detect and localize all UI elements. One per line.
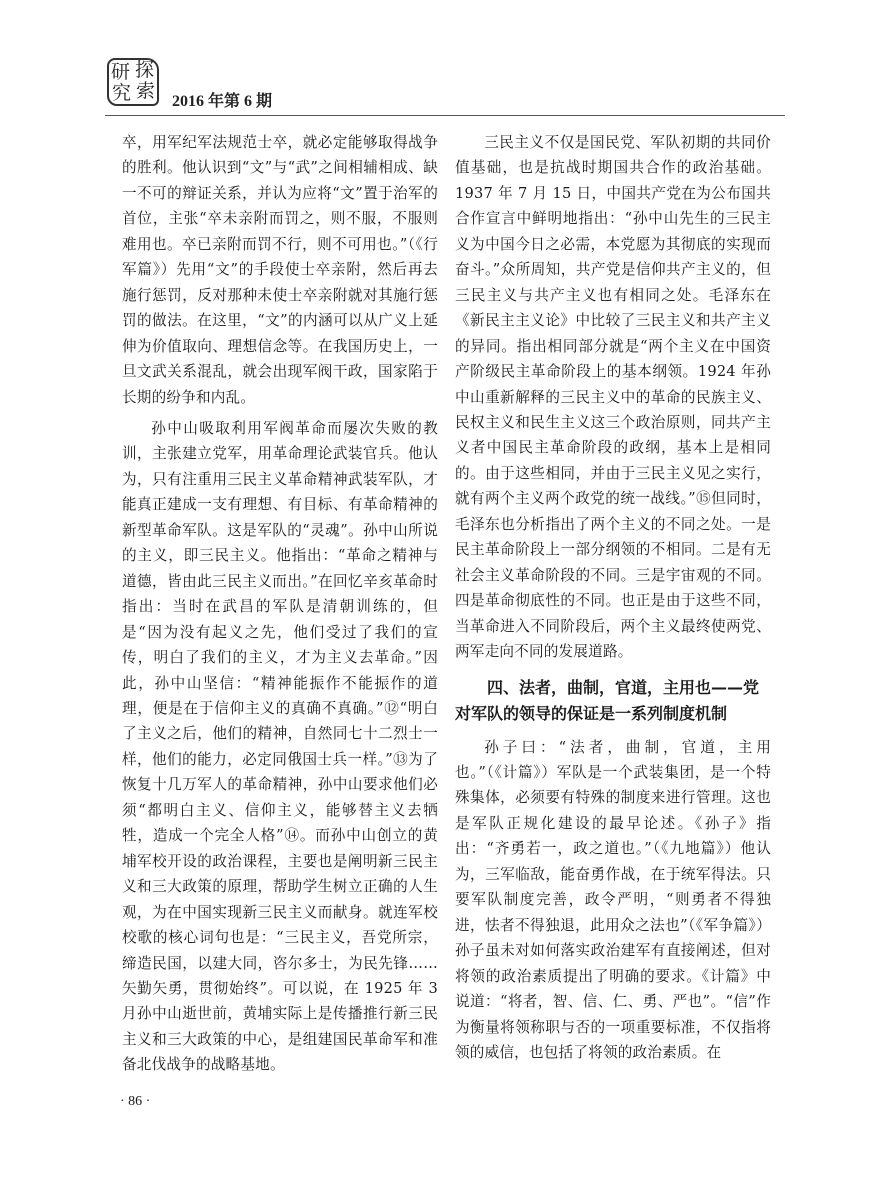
journal-logo [107,58,159,106]
page-number: · 86 · [120,1094,151,1109]
logo-char: 究 [112,82,132,104]
body-paragraph: 卒，用军纪军法规范士卒，就必定能够取得战争的胜利。他认识到“文”与“武”之间相辅相成、缺一不可的辩证关系，并认为应将“文”置于治军的首位，主张“卒未亲附而罚之，则不服，不服则难用也。卒已亲附而罚不行，则不可用也。”（《行军篇》）先用“文”的手段使士卒亲附，然后再去施行惩罚，反对那种未使士卒亲附就对其施行惩罚的做法。在这里，“文”的内涵可以从广义上延伸为价值取向、理想信念等。在我国历史上，一旦文武关系混乱，就会出现军阀干政，国家陷于长期的纷争和内乱。 [122,134,438,406]
issue-label: 2016 年第 6 期 [172,93,273,110]
logo-char: 研 [111,61,131,83]
body-paragraph: 孙子曰：“法者，曲制，官道，主用也。”（《计篇》）军队是一个武装集团，是一个特殊集体，必须要有特殊的制度来进行管理。这也是军队正规化建设的最早论述。《孙子》指出：“齐勇若一，政之道也。”（《九地篇》）他认为，三军临敌，能奋勇作战，在于统军得法。只要军队制度完善，政令严明，“则勇者不得独进，怯者不得独退，此用众之法也”（《军争篇》）孙子虽未对如何落实政治建军有直接阐述，但对将领的政治素质提出了明确的要求。《计篇》中说道：“将者，智、信、仁、勇、严也”。“信”作为衡量将领称职与否的一项重要标准，不仅指将领的威信，也包括了将领的政治素质。在 [455,738,771,1061]
logo-char: 探 [135,59,155,81]
logo-char: 索 [136,80,156,102]
header-rule [105,115,785,116]
body-paragraph: 三民主义不仅是国民党、军队初期的共同价值基础，也是抗战时期国共合作的政治基础。1937 年 7 月 15 日，中国共产党在为公布国共合作宣言中鲜明地指出：“孙中山先生的三民主义为中国今日之必需，本党愿为其彻底的实现而奋斗。”众所周知，共产党是信仰共产主义的，但三民主义与共产主义也有相同之处。毛泽东在《新民主主义论》中比较了三民主义和共产主义的异同。指出相同部分就是“两个主义在中国资产阶级民主革命阶段上的基本纲领。1924 年孙中山重新解释的三民主义中的革命的民族主义、民权主义和民生主义这三个政治原则，同共产主义者中国民主革命阶段的政纲，基本上是相同的。由于这些相同，并由于三民主义见之实行，就有两个主义两个政党的统一战线。”⑮但同时，毛泽东也分析指出了两个主义的不同之处。一是民主革命阶段上一部分纲领的不相同。二是有无社会主义革命阶段的不同。三是宇宙观的不同。四是革命彻底性的不同。也正是由于这些不同，当革命进入不同阶段后，两个主义最终使两党、两军走向不同的发展道路。 [455,134,771,661]
section-heading: 四、法者，曲制，官道，主用也——党对军队的领导的保证是一系列制度机制 [455,677,760,723]
right-column [455,130,771,1071]
body-paragraph: 孙中山吸取利用军阀革命而屡次失败的教训，主张建立党军，用革命理论武装官兵。他认为，只有注重用三民主义革命精神武装军队，才能真正建成一支有理想、有目标、有革命精神的新型革命军队。这是军队的“灵魂”。孙中山所说的主义，即三民主义。他指出：“革命之精神与道德，皆由此三民主义而出。”在回忆辛亥革命时指出：当时在武昌的军队是清朝训练的，但是“因为没有起义之先，他们受过了我们的宣传，明白了我们的主义，才为主义去革命。”因此，孙中山坚信：“精神能振作不能振作的道理，便是在于信仰主义的真确不真确。”⑫“明白了主义之后，他们的精神，自然同七十二烈士一样，他们的能力，必定同俄国士兵一样。”⑬为了恢复十几万军人的革命精神，孙中山要求他们必须“都明白主义、信仰主义，能够替主义去牺牲，造成一个完全人格”⑭。而孙中山创立的黄埔军校开设的政治课程，主要也是阐明新三民主义和三大政策的原理，帮助学生树立正确的人生观，为在中国实现新三民主义而献身。就连军校校歌的核心词句也是：“三民主义，吾党所宗，缔造民国，以建大同，咨尔多士，为民先锋……矢勤矢勇，贯彻始终”。可以说，在 1925 年 3 月孙中山逝世前，黄埔实际上是传播推行新三民主义和三大政策的中心，是组建国民革命军和准备北伐战争的战略基地。 [122,419,438,1074]
left-column [122,130,438,1084]
